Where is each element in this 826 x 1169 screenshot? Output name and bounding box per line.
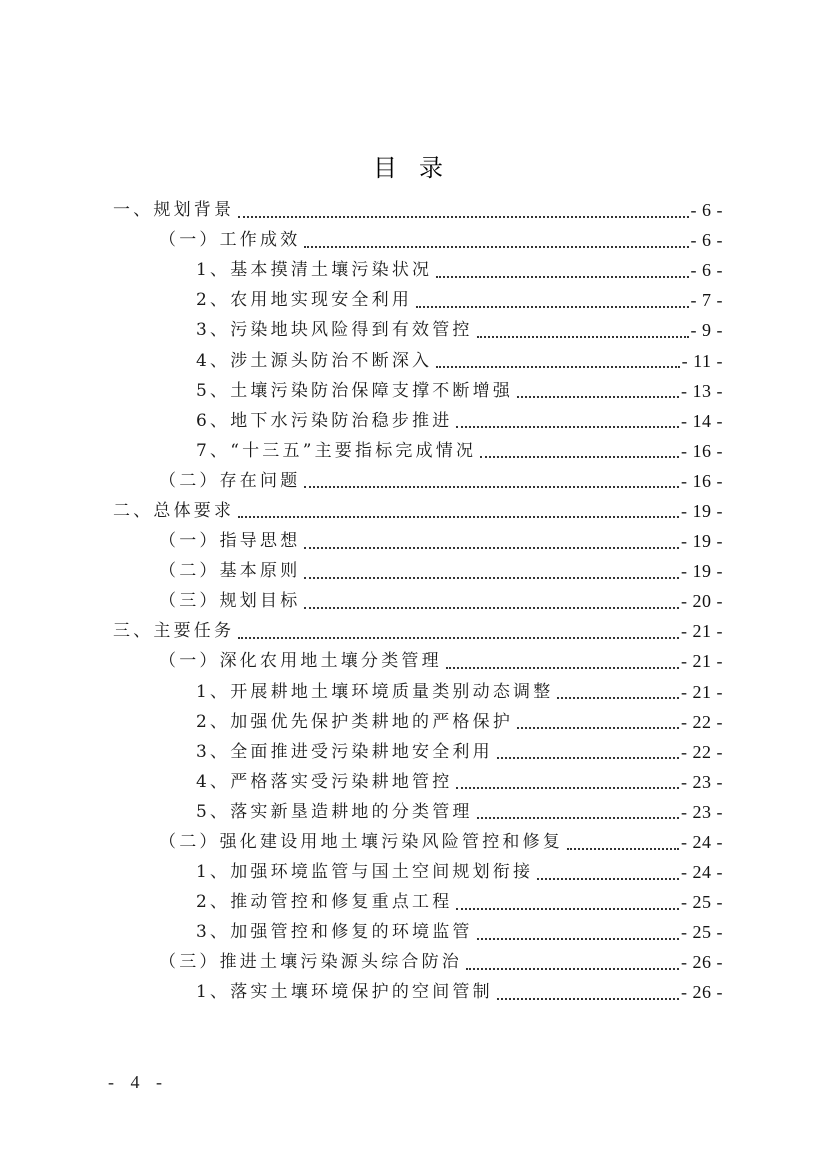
toc-title: 目录 xyxy=(373,154,465,182)
toc-entry-label: （一）工作成效 xyxy=(159,230,301,251)
toc-entry-label: 二、总体要求 xyxy=(113,500,235,521)
dot-leader xyxy=(304,485,679,488)
dot-leader xyxy=(416,305,688,308)
toc-entry[interactable] xyxy=(0,285,826,315)
dot-leader xyxy=(537,877,679,880)
toc-entry-page: - 19 - xyxy=(681,500,723,521)
toc-entry-page: - 16 - xyxy=(681,440,723,461)
dot-leader xyxy=(238,215,688,218)
toc-entry-label: （三）规划目标 xyxy=(159,591,301,612)
toc-entry-label: （一）深化农用地土壤分类管理 xyxy=(159,651,442,672)
toc-entry-label: 6、地下水污染防治稳步推进 xyxy=(196,410,453,431)
toc-entry-page: - 13 - xyxy=(681,380,723,401)
dot-leader xyxy=(304,606,679,609)
dot-leader xyxy=(477,335,689,338)
toc-entry[interactable] xyxy=(0,707,826,737)
toc-entry-page: - 16 - xyxy=(681,470,723,491)
toc-entry-label: 三、主要任务 xyxy=(113,621,235,642)
toc-entry[interactable] xyxy=(0,827,826,857)
toc-entry-label: 4、严格落实受污染耕地管控 xyxy=(196,771,453,792)
toc-entry-page: - 11 - xyxy=(681,350,723,371)
dot-leader xyxy=(456,425,679,428)
dot-leader xyxy=(304,576,679,579)
toc-entry[interactable] xyxy=(0,977,826,1007)
toc-entry-label: 5、落实新垦造耕地的分类管理 xyxy=(196,801,473,822)
toc-entry-page: - 25 - xyxy=(681,892,723,913)
toc-entry-label: 一、规划背景 xyxy=(113,200,235,221)
toc-entry-label: （二）基本原则 xyxy=(159,561,301,582)
toc-entry[interactable] xyxy=(0,767,826,797)
toc-entry[interactable] xyxy=(0,556,826,586)
dot-leader xyxy=(567,847,679,850)
toc-entry[interactable] xyxy=(0,797,826,827)
toc-entry-label: （一）指导思想 xyxy=(159,531,301,552)
toc-entry-page: - 21 - xyxy=(681,621,723,642)
toc-entry-page: - 22 - xyxy=(681,741,723,762)
toc-entry-label: 2、加强优先保护类耕地的严格保护 xyxy=(196,711,514,732)
dot-leader xyxy=(456,786,679,789)
dot-leader xyxy=(557,696,679,699)
dot-leader xyxy=(456,907,679,910)
toc-entry-label: （二）存在问题 xyxy=(159,470,301,491)
toc-entry-label: 2、推动管控和修复重点工程 xyxy=(196,892,453,913)
toc-entry-page: - 19 - xyxy=(681,531,723,552)
toc-entry[interactable] xyxy=(0,406,826,436)
toc-entry-label: 1、落实土壤环境保护的空间管制 xyxy=(196,982,493,1003)
toc-entry[interactable] xyxy=(0,376,826,406)
toc-entry-label: 7、“十三五”主要指标完成情况 xyxy=(196,440,477,461)
dot-leader xyxy=(446,666,679,669)
toc-entry[interactable] xyxy=(0,616,826,646)
toc-entry[interactable] xyxy=(0,466,826,496)
dot-leader xyxy=(517,726,679,729)
dot-leader xyxy=(517,395,679,398)
toc-entry[interactable] xyxy=(0,677,826,707)
toc-entry-label: （三）推进土壤污染源头综合防治 xyxy=(159,952,462,973)
toc-entry-page: - 24 - xyxy=(681,862,723,883)
toc-entry-label: 5、土壤污染防治保障支撑不断增强 xyxy=(196,380,514,401)
page-number: - 4 - xyxy=(108,1072,168,1092)
toc-entry-page: - 26 - xyxy=(681,982,723,1003)
dot-leader xyxy=(304,546,679,549)
toc-entry-page: - 23 - xyxy=(681,801,723,822)
toc-entry[interactable] xyxy=(0,345,826,375)
toc-entry[interactable] xyxy=(0,195,826,225)
toc-entry[interactable] xyxy=(0,917,826,947)
dot-leader xyxy=(436,365,679,368)
toc-entry-label: 3、污染地块风险得到有效管控 xyxy=(196,320,473,341)
dot-leader xyxy=(238,636,679,639)
toc-entry-page: - 20 - xyxy=(681,591,723,612)
toc-entry-page: - 22 - xyxy=(681,711,723,732)
dot-leader xyxy=(480,455,679,458)
toc-entry[interactable] xyxy=(0,737,826,767)
toc-entry-page: - 21 - xyxy=(681,681,723,702)
dot-leader xyxy=(497,997,679,1000)
toc-entry-page: - 19 - xyxy=(681,561,723,582)
toc-entry[interactable] xyxy=(0,887,826,917)
toc-entry[interactable] xyxy=(0,526,826,556)
toc-entry-page: - 7 - xyxy=(690,290,723,311)
toc-entry[interactable] xyxy=(0,857,826,887)
toc-entry-page: - 23 - xyxy=(681,771,723,792)
dot-leader xyxy=(477,816,679,819)
toc-entry[interactable] xyxy=(0,255,826,285)
toc-entry-page: - 25 - xyxy=(681,922,723,943)
toc-entry-label: 1、基本摸清土壤污染状况 xyxy=(196,260,433,281)
dot-leader xyxy=(436,275,688,278)
toc-entry-page: - 6 - xyxy=(690,260,723,281)
toc-entry-page: - 24 - xyxy=(681,832,723,853)
toc-entry-page: - 21 - xyxy=(681,651,723,672)
toc-entry[interactable] xyxy=(0,947,826,977)
toc-entry-label: 1、开展耕地土壤环境质量类别动态调整 xyxy=(196,681,554,702)
dot-leader xyxy=(238,515,679,518)
toc-entry[interactable] xyxy=(0,646,826,676)
toc-entry-label: （二）强化建设用地土壤污染风险管控和修复 xyxy=(159,832,563,853)
toc-entry-label: 1、加强环境监管与国土空间规划衔接 xyxy=(196,862,534,883)
toc-entry[interactable] xyxy=(0,496,826,526)
toc-entry-label: 2、农用地实现安全利用 xyxy=(196,290,413,311)
toc-entry-label: 4、涉土源头防治不断深入 xyxy=(196,350,433,371)
table-of-contents xyxy=(0,195,826,1008)
toc-entry[interactable] xyxy=(0,436,826,466)
dot-leader xyxy=(477,937,679,940)
toc-entry[interactable] xyxy=(0,225,826,255)
toc-entry-label: 3、加强管控和修复的环境监管 xyxy=(196,922,473,943)
toc-entry[interactable] xyxy=(0,315,826,345)
toc-entry-page: - 26 - xyxy=(681,952,723,973)
toc-entry[interactable] xyxy=(0,586,826,616)
toc-entry-label: 3、全面推进受污染耕地安全利用 xyxy=(196,741,493,762)
toc-entry-page: - 6 - xyxy=(690,230,723,251)
dot-leader xyxy=(497,756,679,759)
toc-entry-page: - 14 - xyxy=(681,410,723,431)
dot-leader xyxy=(466,967,679,970)
dot-leader xyxy=(304,245,688,248)
toc-entry-page: - 9 - xyxy=(690,320,723,341)
toc-entry-page: - 6 - xyxy=(690,200,723,221)
